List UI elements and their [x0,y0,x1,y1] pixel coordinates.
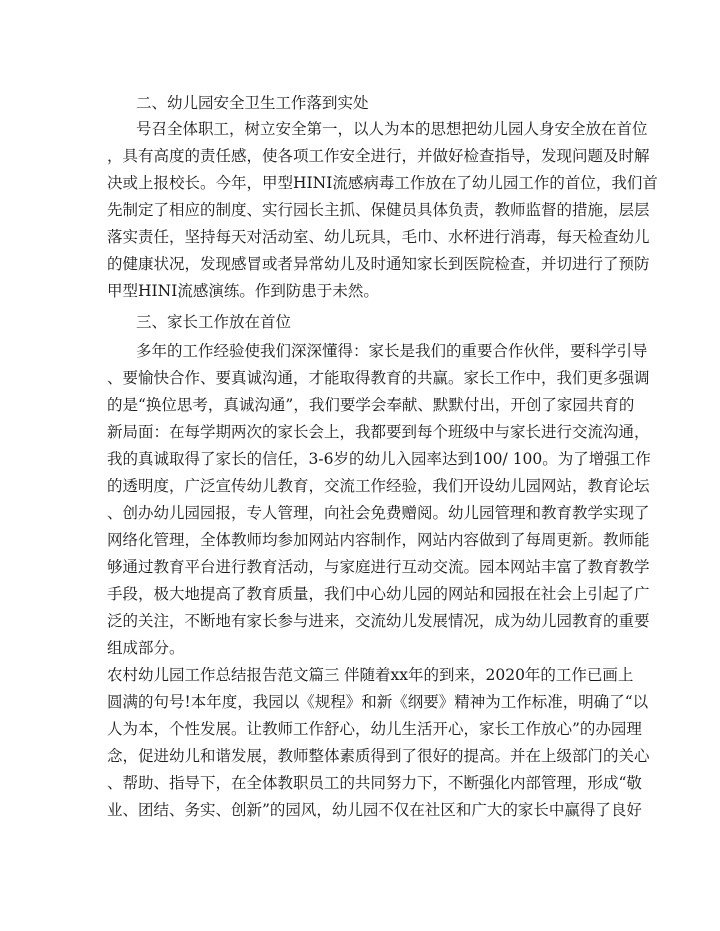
paragraph-line: 落实责任，坚持每天对活动室、幼儿玩具，毛巾、水杯进行消毒，每天检查幼儿 [107,228,650,246]
paragraph-line: 够通过教育平台进行教育活动，与家庭进行互动交流。园本网站丰富了教育教学 [107,558,650,576]
paragraph-line: 、帮助、指导下，在全体教职员工的共同努力下，不断强化内部管理，形成“敬 [107,774,642,792]
paragraph-line: 圆满的句号!本年度，我园以《规程》和新《纲要》精神为工作标准，明确了“以 [107,693,649,711]
paragraph-line: 泛的关注，不断地有家长参与进来，交流幼儿发展情况，成为幼儿园教育的重要 [107,612,650,630]
paragraph-line: 手段，极大地提高了教育质量，我们中心幼儿园的网站和园报在社会上引起了广 [107,585,650,603]
paragraph-line: 决或上报校长。今年，甲型HINI流感病毒工作放在了幼儿园工作的首位，我们首 [107,174,658,192]
paragraph-line: 伴随着xx年的到来，2020年的工作已画上 [344,666,634,684]
paragraph-line: 先制定了相应的制度、实行园长主抓、保健员具体负责，教师监督的措施，层层 [107,201,650,219]
paragraph-line: 人为本，个性发展。让教师工作舒心，幼儿生活开心，家长工作放心”的办园理 [107,720,642,738]
paragraph-line: 的健康状况，发现感冒或者异常幼儿及时通知家长到医院检查，并切进行了预防 [107,255,650,273]
paragraph-line: 的透明度，广泛宣传幼儿教育，交流工作经验，我们开设幼儿园网站，教育论坛 [107,477,650,495]
section-heading-safety: 二、幼儿园安全卫生工作落到实处 [136,94,369,112]
paragraph-line: 网络化管理，全体教师均参加网站内容制作，网站内容做到了每周更新。教师能 [107,531,650,549]
article-title: 农村幼儿园工作总结报告范文篇三 [107,666,340,684]
paragraph-line: 组成部分。 [107,639,185,657]
paragraph-line: 、要愉快合作、要真诚沟通，才能取得教育的共赢。家长工作中，我们更多强调 [107,369,650,387]
paragraph-line: 多年的工作经验使我们深深懂得：家长是我们的重要合作伙伴，要科学引导 [136,342,648,360]
paragraph-line: 号召全体职工，树立安全第一，以人为本的思想把幼儿园人身安全放在首位 [136,120,648,138]
paragraph-line: 业、团结、务实、创新”的园风，幼儿园不仅在社区和广大的家长中赢得了良好 [107,801,642,819]
paragraph-line: 、创办幼儿园园报，专人管理，向社会免费赠阅。幼儿园管理和教育教学实现了 [107,504,650,522]
paragraph-line: 我的真诚取得了家长的信任，3-6岁的幼儿入园率达到100/ 100。为了增强工作 [107,450,651,468]
paragraph-line: 念，促进幼儿和谐发展，教师整体素质得到了很好的提高。并在上级部门的关心 [107,747,650,765]
paragraph-line: ，具有高度的责任感，使各项工作安全进行，并做好检查指导，发现问题及时解 [107,147,650,165]
section-heading-parents: 三、家长工作放在首位 [136,313,292,331]
paragraph-line: 甲型HINI流感演练。作到防患于未然。 [107,282,379,300]
paragraph-line: 的是“换位思考，真诚沟通”，我们要学会奉献、默默付出，开创了家园共育的 [107,396,635,414]
paragraph-line: 新局面：在每学期两次的家长会上，我都要到每个班级中与家长进行交流沟通， [107,423,650,441]
